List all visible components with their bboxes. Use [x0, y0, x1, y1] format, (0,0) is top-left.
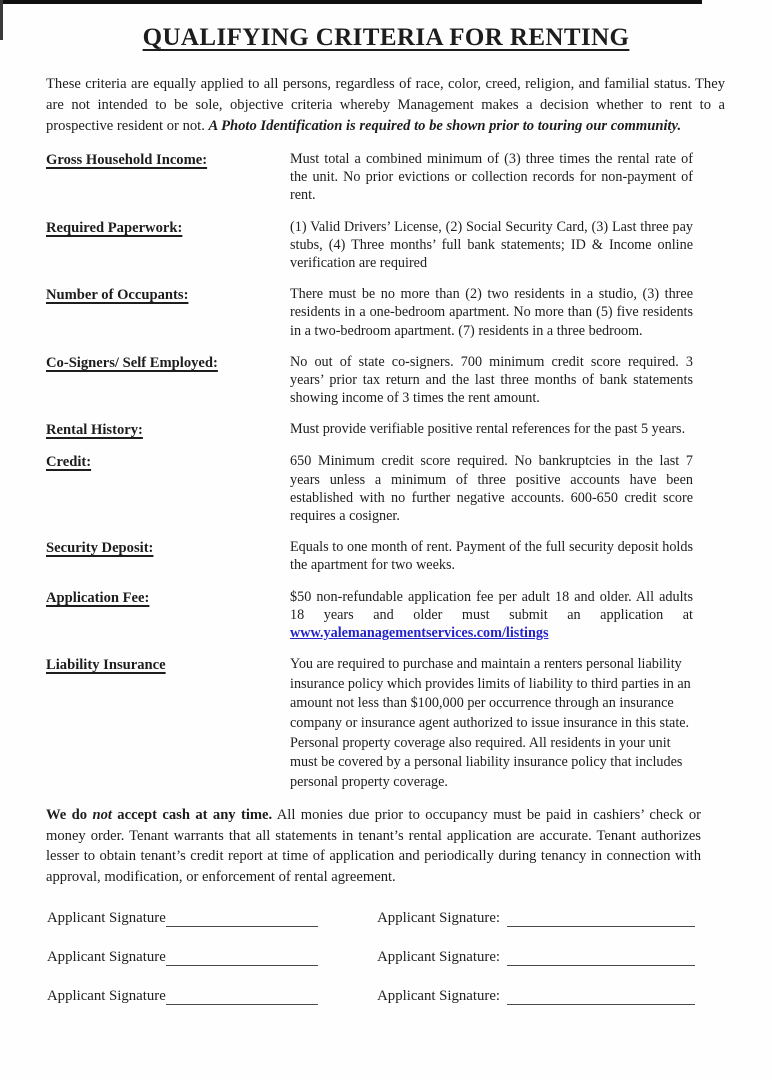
criteria-row-application-fee: [46, 588, 693, 643]
signature-line: [507, 963, 695, 966]
payment-terms-body: All monies due prior to occupancy must be paid in cashiers’ check or money order. Tenant warrants that all statements in tenant’s rental application are accurate. Tenant authorizes lesser to obtain tenant’s credit report at time of application and periodically during tenancy in connection with approval, modification, or enforcement of rental agreement.: [46, 807, 701, 885]
criteria-label-security-deposit: Security Deposit:: [46, 540, 154, 557]
signature-section: [47, 907, 695, 1005]
intro-emphasis-text: A Photo Identification is required to be shown prior to touring our community.: [208, 118, 682, 134]
intro-text: These criteria are equally applied to all persons, regardless of race, color, creed, religion, and familial status. They are not intended to be sole, objective criteria whereby Management makes a decision whether to rent to a prospective resident or not.: [46, 76, 725, 134]
signature-label: Applicant Signature: [47, 910, 166, 927]
criteria-desc-security-deposit: Equals to one month of rent. Payment of the full security deposit holds the apartment for two weeks.: [290, 539, 693, 574]
signature-label: Applicant Signature:: [377, 910, 500, 927]
signature-label: Applicant Signature: [47, 988, 166, 1005]
criteria-row-liability-insurance: [46, 655, 693, 792]
signature-row-2: [47, 946, 695, 966]
criteria-list: [46, 150, 693, 792]
signature-line: [507, 924, 695, 927]
criteria-label-liability-insurance: Liability Insurance: [46, 657, 166, 674]
applicant-signature-right-3: [377, 988, 695, 1005]
criteria-row-required-paperwork: [46, 218, 693, 273]
criteria-label-co-signers: Co-Signers/ Self Employed:: [46, 354, 218, 371]
applicant-signature-left-1: [47, 910, 318, 927]
criteria-desc-number-of-occupants: There must be no more than (2) two residents in a studio, (3) three residents in a one-bedroom apartment. No more than (5) five residents in a two-bedroom apartment. (7) residents in a three bedroom.: [290, 286, 693, 339]
criteria-label-required-paperwork: Required Paperwork:: [46, 219, 183, 236]
no-cash-bold-italic: not: [92, 807, 112, 824]
signature-line: [166, 963, 318, 966]
scan-artifact-left-edge: [0, 0, 3, 40]
signature-label: Applicant Signature:: [377, 988, 500, 1005]
signature-label: Applicant Signature:: [377, 949, 500, 966]
criteria-label-rental-history: Rental History:: [46, 422, 143, 439]
criteria-label-number-of-occupants: Number of Occupants:: [46, 287, 189, 304]
signature-label: Applicant Signature: [47, 949, 166, 966]
signature-line: [507, 1002, 695, 1005]
title-block: [0, 0, 772, 52]
criteria-desc-liability-insurance: You are required to purchase and maintain a renters personal liability insurance policy which provides limits of liability to third parties in an amount not less than $100,000 per occurrence through an insurance company or insurance agent authorized to issue insurance in this state. Personal property coverage also required. All residents in your unit must be covered by a personal liability insurance policy that includes personal property coverage.: [290, 656, 691, 790]
criteria-row-co-signers: [46, 353, 693, 408]
scan-artifact-top-edge: [0, 0, 702, 4]
criteria-desc-required-paperwork: (1) Valid Drivers’ License, (2) Social Security Card, (3) Last three pay stubs, (4) Three months’ full bank statements; ID & Income online verification are required: [290, 218, 693, 272]
criteria-desc-credit: 650 Minimum credit score required. No bankruptcies in the last 7 years unless a minimum of three positive accounts have been established with no further negative accounts. 600-650 credit score requires a cosigner.: [290, 453, 693, 525]
criteria-desc-co-signers: No out of state co-signers. 700 minimum credit score required. 3 years’ prior tax return and the last three months of bank statements showing income of 3 times the rent amount.: [290, 353, 693, 407]
no-cash-bold-tail: accept cash at any time.: [111, 807, 273, 824]
criteria-desc-application-fee: [290, 588, 693, 643]
signature-row-3: [47, 985, 695, 1005]
criteria-row-credit: [46, 452, 693, 525]
criteria-label-gross-household-income: Gross Household Income:: [46, 152, 208, 168]
criteria-desc-rental-history: Must provide verifiable positive rental references for the past 5 years.: [290, 421, 686, 438]
payment-terms-paragraph: [46, 805, 701, 887]
criteria-label-application-fee: Application Fee:: [46, 589, 150, 606]
criteria-row-number-of-occupants: [46, 285, 693, 340]
signature-line: [166, 1002, 318, 1005]
criteria-row-security-deposit: [46, 538, 693, 574]
applicant-signature-right-1: [377, 910, 695, 927]
criteria-row-gross-household-income: [46, 150, 693, 205]
page-title: QUALIFYING CRITERIA FOR RENTING: [142, 24, 630, 51]
signature-line: [166, 924, 318, 927]
intro-paragraph: [46, 74, 725, 137]
criteria-row-rental-history: [46, 420, 693, 439]
applicant-signature-left-3: [47, 988, 318, 1005]
signature-row-1: [47, 907, 695, 927]
application-fee-text: $50 non-refundable application fee per adult 18 and older. All adults 18 years and older must submit an application at: [290, 588, 693, 623]
criteria-desc-gross-household-income: Must total a combined minimum of (3) three times the rental rate of the unit. No prior evictions or collection records for non-payment of rent.: [290, 151, 693, 204]
criteria-label-credit: Credit:: [46, 454, 92, 471]
applicant-signature-left-2: [47, 949, 318, 966]
applicant-signature-right-2: [377, 949, 695, 966]
application-listings-link[interactable]: www.yalemanagementservices.com/listings: [290, 625, 549, 642]
no-cash-bold-lead: We do: [46, 807, 93, 824]
